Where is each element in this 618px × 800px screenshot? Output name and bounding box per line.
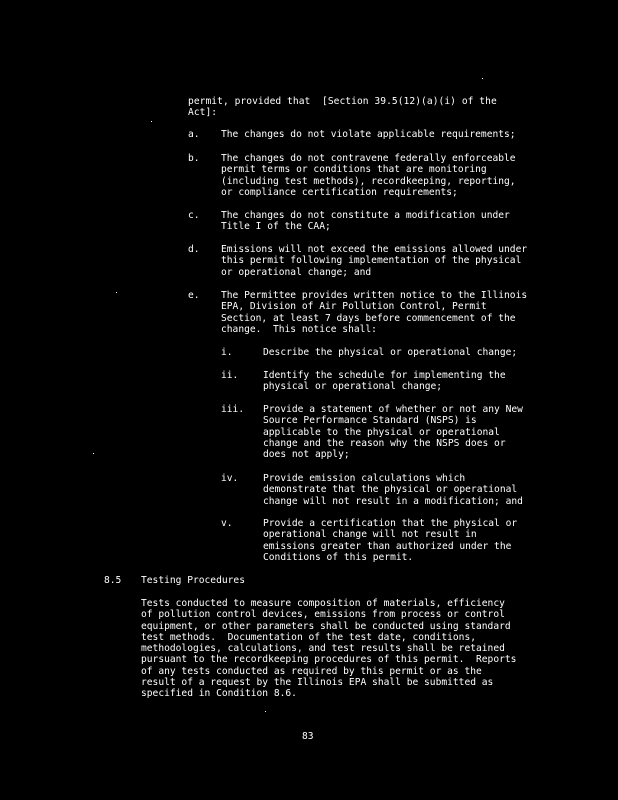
sub-item-label: v. (221, 518, 233, 529)
section-title: Testing Procedures (141, 575, 245, 586)
list-item-text: Emissions will not exceed the emissions allowed under this permit following implementation of the physical or operational change; and (221, 244, 528, 278)
section-number: 8.5 (104, 575, 122, 586)
sub-item-text: Provide emission calculations which demonstrate that the physical or operational change will not result in a modification; and (263, 473, 523, 507)
list-item-text: The changes do not contravene federally enforceable permit terms or conditions that are monitoring (including test methods), recordkeeping, reporting, or compliance certification requirements; (221, 153, 516, 198)
list-item-text: The changes do not constitute a modification under Title I of the CAA; (221, 210, 510, 233)
list-item-text: The Permittee provides written notice to the Illinois EPA, Division of Air Pollution Control, Permit Section, at least 7 days before commencement of the change. This notice shall: (221, 290, 528, 335)
sub-item-text: Provide a statement of whether or not any New Source Performance Standard (NSPS) is applicable to the physical or operational change and the reason why the NSPS does or does not apply; (263, 404, 523, 461)
page-number: 83 (302, 731, 314, 742)
list-item-label: b. (188, 153, 200, 164)
list-item-label: d. (188, 244, 200, 255)
sub-item-label: i. (221, 347, 233, 358)
sub-item-label: iii. (221, 404, 245, 415)
sub-item-text: Identify the schedule for implementing the physical or operational change; (263, 370, 506, 393)
section-body: Tests conducted to measure composition of materials, efficiency of pollution control devices, emissions from process or control equipment, or other parameters shall be conducted using standard test methods. Documentation of the test date, conditions, methodologies, calculations, and test results shall be retained pursuant to the recordkeeping procedures of this permit. Reports of any tests conducted as required by this permit or as the result of a request by the Illinois EPA shall be submitted as specified in Condition 8.6. (141, 598, 517, 700)
sub-item-label: iv. (221, 473, 239, 484)
scan-speck (93, 453, 94, 454)
sub-item-text: Describe the physical or operational change; (263, 347, 518, 358)
scan-speck (482, 78, 483, 79)
scan-speck (116, 292, 117, 293)
list-item-label: a. (188, 129, 200, 140)
list-item-text: The changes do not violate applicable requirements; (221, 129, 516, 140)
list-item-label: e. (188, 290, 200, 301)
intro-paragraph: permit, provided that [Section 39.5(12)(a)(i) of the Act]: (188, 96, 497, 119)
scan-speck (151, 121, 152, 122)
list-item-label: c. (188, 210, 200, 221)
sub-item-text: Provide a certification that the physical or operational change will not result in emissions greater than authorized under the Conditions of this permit. (263, 518, 518, 563)
scan-speck (265, 711, 266, 712)
sub-item-label: ii. (221, 370, 239, 381)
